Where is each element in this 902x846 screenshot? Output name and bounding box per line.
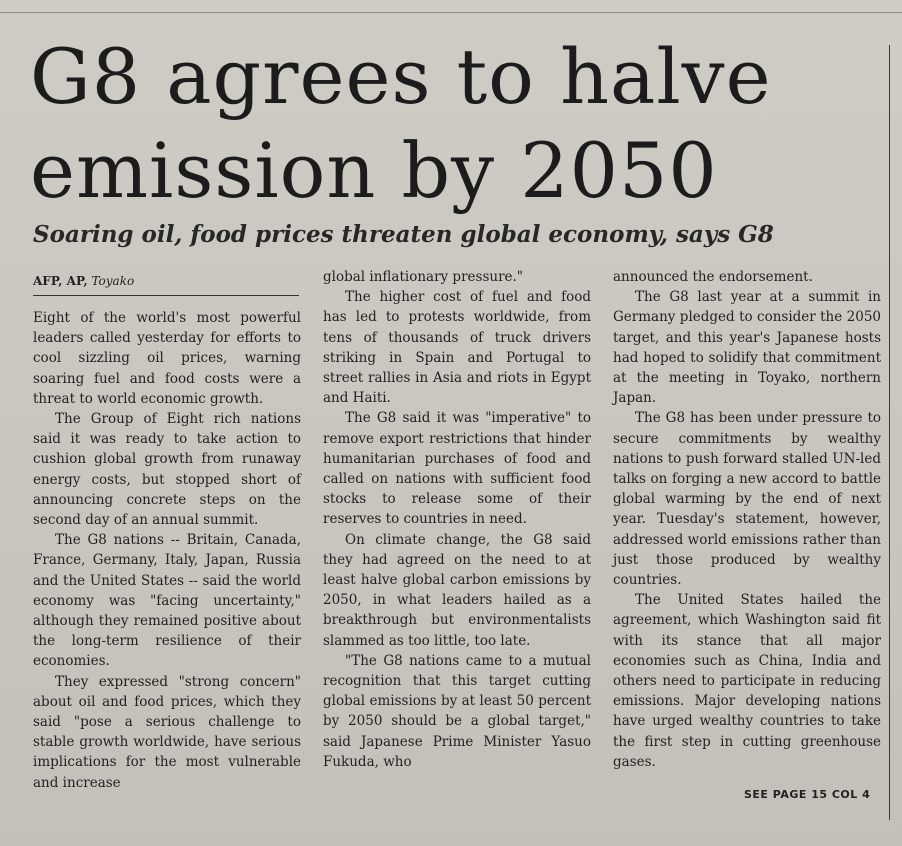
paragraph: The G8 nations -- Britain, Canada, France, Germany, Italy, Japan, Russia and the United States -- said the world economy was "facing uncertainty," although they remained positive about the long-term resilience of their economies. [33, 532, 301, 670]
paragraph: On climate change, the G8 said they had agreed on the need to at least halve global carbon emissions by 2050, in what leaders hailed as a breakthrough but environmentalists slammed as too little, too late. [323, 531, 591, 649]
paragraph: Eight of the world's most powerful leaders called yesterday for efforts to cool sizzling oil prices, warning soaring fuel and food costs were a threat to world economic growth. [33, 310, 301, 407]
byline [33, 272, 134, 290]
paragraph: The higher cost of fuel and food has led to protests worldwide, from tens of thousands of truck drivers striking in Spain and Portugal to street rallies in Asia and riots in Egypt and Haiti. [323, 289, 591, 407]
paragraph: announced the endorsement. [613, 269, 813, 285]
headline-line-1: G8 agrees to halve [30, 32, 772, 121]
byline-rule [33, 295, 299, 296]
byline-place: Toyako [91, 274, 135, 288]
article-column-1 [33, 308, 301, 793]
subheadline: Soaring oil, food prices threaten global economy, says G8 [33, 221, 774, 248]
headline [30, 30, 880, 218]
column-rule [889, 45, 890, 820]
paragraph: global inflationary pressure." [323, 269, 524, 285]
article-column-3 [613, 267, 881, 772]
headline-line-2: emission by 2050 [30, 126, 718, 215]
paragraph: They expressed "strong concern" about oil and food prices, which they said "pose a serious challenge to stable growth worldwide, have serious implications for the most vulnerable and increase [33, 673, 301, 791]
paragraph: "The G8 nations came to a mutual recognition that this target cutting global emissions by at least 50 percent by 2050 should be a global target," said Japanese Prime Minister Yasuo Fukuda, who [323, 652, 591, 770]
continuation-note: SEE PAGE 15 COL 4 [744, 788, 871, 801]
paragraph: The G8 said it was "imperative" to remove export restrictions that hinder humanitarian purchases of food and called on nations with sufficient food stocks to release some of their reserves to countries in need. [323, 410, 591, 528]
top-rule [0, 12, 902, 13]
paragraph: The G8 has been under pressure to secure commitments by wealthy nations to push forward stalled UN-led talks on forging a new accord to battle global warming by the end of next year. Tuesday's statement, however, addressed world emissions rather than just those produced by wealthy countries. [613, 410, 881, 589]
article-column-2 [323, 267, 591, 772]
paragraph: The G8 last year at a summit in Germany pledged to consider the 2050 target, and this year's Japanese hosts had hoped to solidify that commitment at the meeting in Toyako, northern Japan. [613, 289, 881, 407]
paragraph: The Group of Eight rich nations said it was ready to take action to cushion global growth from runaway energy costs, but stopped short of announcing concrete steps on the second day of an annual summit. [33, 411, 301, 529]
byline-agency: AFP, AP, [33, 274, 88, 288]
paragraph: The United States hailed the agreement, which Washington said fit with its stance that all major economies such as China, India and others need to participate in reducing emissions. Major developing nations have urged wealthy countries to take the first step in cutting greenhouse gases. [613, 592, 881, 770]
